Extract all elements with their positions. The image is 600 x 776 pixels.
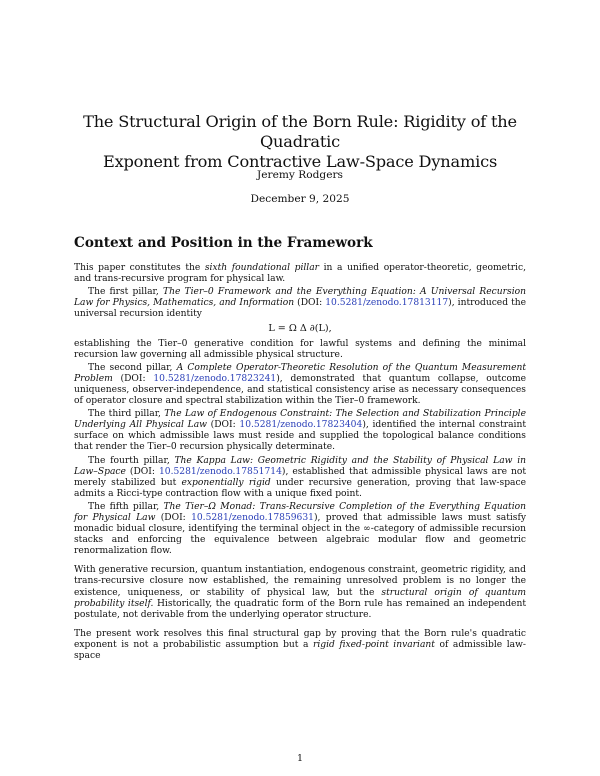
paragraph-2-continued: establishing the Tier–0 generative condition for lawful systems and defining the minimal recursion law governing all admissible physical structure. (74, 338, 526, 360)
paragraph-7: With generative recursion, quantum instantiation, endogenous constraint, geometric rigidity, and trans-recursive closure now established, the remaining unresolved problem is no longer the existence, uniqueness, or stability of physical law, but the structural origin of quantum probability itself. Historically, the quadratic form of the Born rule has remained an independent postulate, not derivable from the underlying operator structure. (74, 565, 527, 620)
paragraph-2: The first pillar, The Tier–0 Framework and the Everything Equation: A Universal Recursion Law for Physics, Mathematics, and Information (DOI: 10.5281/zenodo.17813117), introduced the universal recursion identity (74, 287, 527, 320)
doi-link[interactable]: 10.5281/zenodo.17823404 (239, 420, 363, 431)
paper-date: December 9, 2025 (250, 193, 350, 205)
body-text (74, 263, 526, 664)
doi-link[interactable]: 10.5281/zenodo.17823241 (153, 373, 277, 384)
recursion-equation: L = Ω Δ ∂(L), (268, 323, 332, 335)
paragraph-5: The fourth pillar, The Kappa Law: Geometric Rigidity and the Stability of Physical Law in Law–Space (DOI: 10.5281/zenodo.17851714), established that admissible physical laws are not merely stabilized but exponentially rigid under recursive generation, proving that law-space admits a Ricci-type contraction flow with a unique fixed point. (74, 455, 527, 499)
paragraph-8: The present work resolves this final structural gap by proving that the Born rule's quadratic exponent is not a probabilistic assumption but a rigid fixed-point invariant of admissible law-space (74, 628, 526, 661)
title-line-1: The Structural Origin of the Born Rule: Rigidity of the Quadratic (83, 112, 517, 151)
doi-link[interactable]: 10.5281/zenodo.17813117 (325, 298, 449, 309)
title-line-2: Exponent from Contractive Law-Space Dynamics (102, 152, 498, 171)
page-number: 1 (296, 753, 304, 764)
paragraph-1: This paper constitutes the sixth foundational pillar in a unified operator-theoretic, geometric, and trans-recursive program for physical law. (74, 263, 526, 285)
doi-link[interactable]: 10.5281/zenodo.17851714 (158, 466, 282, 477)
paragraph-6: The fifth pillar, The Tier–Ω Monad: Trans-Recursive Completion of the Everything Equation for Physical Law (DOI: 10.5281/zenodo.17859631), proved that admissible laws must satisfy monadic bidual closure, identifying the terminal object in the ∞-category of admissible recursion stacks and enforcing the equivalence between algebraic modular flow and geometric renormalization flow. (74, 501, 526, 557)
paragraph-4: The third pillar, The Law of Endogenous Constraint: The Selection and Stabilization Principle Underlying All Physical Law (DOI: 10.5281/zenodo.17823404), identified the internal constraint surface on which admissible laws must reside and supplied the topological balance conditions that render the Tier–0 recursion physically determinate. (74, 409, 527, 453)
author-name: Jeremy Rodgers (257, 169, 343, 181)
paragraph-3: The second pillar, A Complete Operator-Theoretic Resolution of the Quantum Measurement Problem (DOI: 10.5281/zenodo.17823241), demonstrated that quantum collapse, outcome uniqueness, observer-independence, and statistical consistency arise as necessary consequences of operator closure and spectral stabilization within the Tier–0 framework. (74, 362, 527, 407)
section-heading: Context and Position in the Framework (74, 235, 373, 251)
doi-link[interactable]: 10.5281/zenodo.17859631 (191, 512, 314, 523)
paper-title (74, 112, 526, 172)
